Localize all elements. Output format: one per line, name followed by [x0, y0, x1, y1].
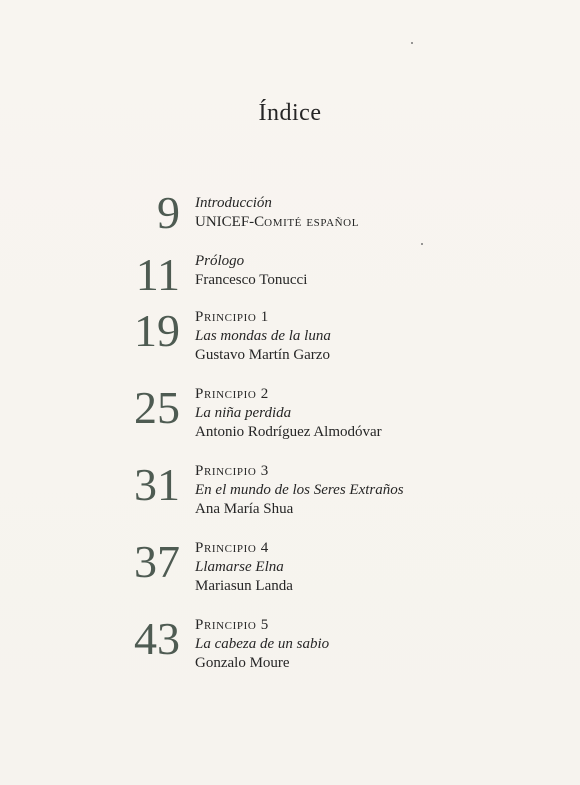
toc-entry-text: [195, 462, 404, 519]
toc-entry-text: [195, 194, 359, 232]
toc-entry-text: [195, 385, 382, 442]
toc-entry-text: [195, 308, 331, 365]
toc-entry-label: Principio 4: [195, 540, 269, 556]
toc-page-number: 31: [134, 459, 180, 510]
toc-entry-title: En el mundo de los Seres Extraños: [195, 482, 404, 498]
toc-entry-author: UNICEF-Comité español: [195, 214, 360, 230]
toc-entry-title: La niña perdida: [195, 405, 292, 421]
toc-entry: [0, 383, 580, 453]
toc-page-number: 11: [135, 249, 180, 300]
toc-entry-title: Introducción: [195, 195, 272, 211]
toc-entry: [0, 614, 580, 684]
toc-entry: [0, 306, 580, 376]
toc-page-number: 9: [157, 187, 180, 238]
toc-page-number: 19: [134, 305, 180, 356]
toc-entry-author: Gonzalo Moure: [195, 655, 290, 671]
toc-entry-label: Principio 2: [195, 386, 269, 402]
toc-entry-text: [195, 616, 329, 673]
toc-entry-author: Gustavo Martín Garzo: [195, 347, 330, 363]
toc-page-number: 37: [134, 536, 180, 587]
toc-entry: [0, 460, 580, 530]
toc-entry-author: Mariasun Landa: [195, 578, 293, 594]
toc-entry-title: La cabeza de un sabio: [195, 636, 330, 652]
toc-entry-label: Principio 3: [195, 463, 269, 479]
toc-entry-text: [195, 539, 293, 596]
page-title: Índice: [258, 100, 322, 126]
toc-entry-author: Antonio Rodríguez Almodóvar: [195, 424, 382, 440]
toc-entry-author: Ana María Shua: [195, 501, 294, 517]
toc-entry-author: Francesco Tonucci: [195, 272, 308, 288]
toc-entry: [0, 537, 580, 607]
toc-entry-text: [195, 252, 307, 290]
toc-entry-title: Prólogo: [195, 253, 245, 269]
toc-page-number: 43: [134, 613, 180, 664]
toc-entry-title: Las mondas de la luna: [195, 328, 331, 344]
paper-speck: [411, 42, 413, 44]
toc-entry-label: Principio 5: [195, 617, 269, 633]
toc-page-number: 25: [134, 382, 180, 433]
toc-entry-title: Llamarse Elna: [195, 559, 284, 575]
toc-entry-label: Principio 1: [195, 309, 269, 325]
